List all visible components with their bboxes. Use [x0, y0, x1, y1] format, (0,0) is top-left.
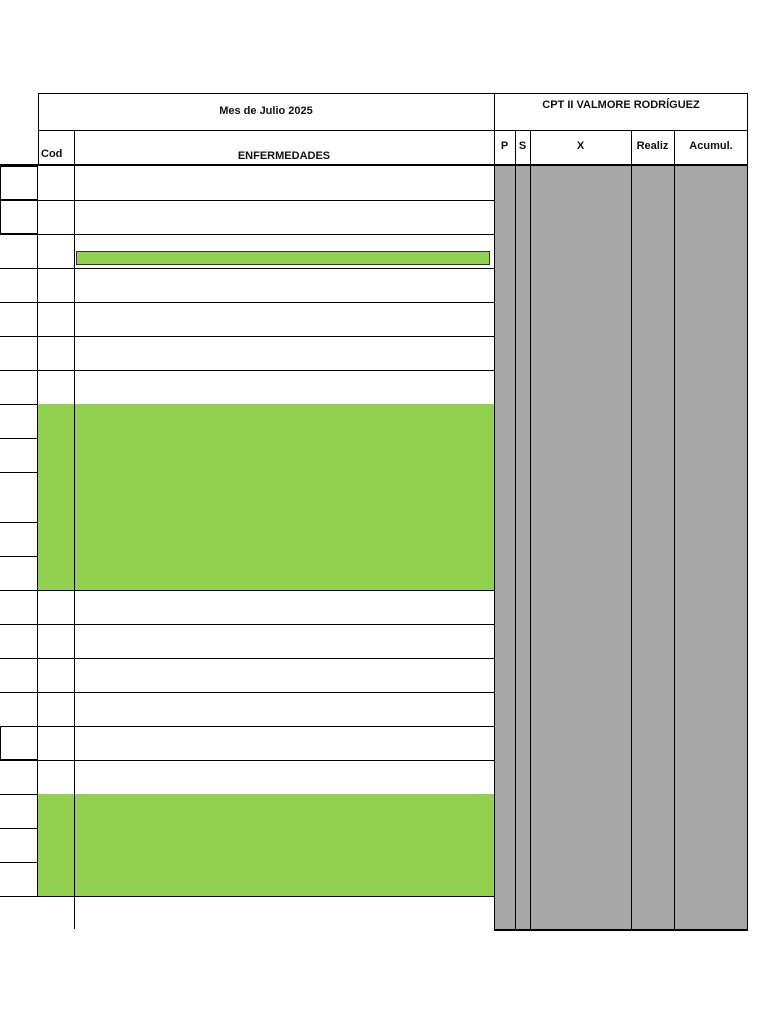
value-cell [515, 760, 530, 794]
value-cell [515, 200, 530, 234]
value-cell [515, 268, 530, 302]
value-cell [494, 590, 515, 624]
col-border [747, 472, 748, 522]
value-cell [631, 200, 674, 234]
col-border [37, 556, 38, 590]
value-cell [530, 200, 631, 234]
disease-code [38, 181, 70, 197]
disease-name [78, 707, 492, 723]
col-border [37, 472, 38, 522]
value-cell [674, 692, 748, 726]
value-cell [494, 794, 515, 828]
disease-name [78, 503, 492, 519]
col-acumul-header: Acumul. [689, 140, 733, 152]
col-border [74, 624, 75, 658]
p-value [497, 385, 513, 401]
col-border [747, 896, 748, 929]
value-cell [530, 692, 631, 726]
value-cell [494, 404, 515, 438]
value-cell [494, 658, 515, 692]
col-border [74, 438, 75, 472]
col-border [74, 166, 75, 200]
col-border [37, 692, 38, 726]
col-border [74, 556, 75, 590]
col-border [747, 726, 748, 760]
row-number [0, 571, 33, 587]
value-cell [631, 556, 674, 590]
value-cell [530, 268, 631, 302]
value-cell [631, 302, 674, 336]
disease-code [38, 503, 70, 519]
value-cell [494, 896, 515, 929]
col-border [74, 522, 75, 556]
disease-name [78, 351, 492, 367]
disease-name [78, 215, 492, 231]
value-cell [530, 336, 631, 370]
value-cell [674, 590, 748, 624]
col-border [74, 692, 75, 726]
value-cell [530, 726, 631, 760]
col-border [74, 794, 75, 828]
section-box [0, 200, 38, 234]
value-cell [631, 896, 674, 929]
value-cell [515, 370, 530, 404]
value-cell [530, 438, 631, 472]
value-cell [530, 896, 631, 929]
value-cell [530, 828, 631, 862]
disease-code [38, 283, 70, 299]
value-cell [494, 624, 515, 658]
col-border [747, 794, 748, 828]
value-cell [674, 404, 748, 438]
col-border [37, 522, 38, 556]
disease-name [78, 877, 492, 893]
value-cell [631, 268, 674, 302]
value-cell [494, 760, 515, 794]
disease-code [38, 453, 70, 469]
value-cell [494, 472, 515, 522]
col-border [37, 590, 38, 624]
disease-name [78, 181, 492, 197]
row-number [0, 453, 33, 469]
value-cell [631, 828, 674, 862]
value-cell [631, 794, 674, 828]
value-cell [674, 760, 748, 794]
disease-name [78, 571, 492, 587]
col-border [37, 794, 38, 828]
cod-header: Cod [41, 148, 63, 160]
row-number [0, 877, 33, 893]
disease-code [38, 317, 70, 333]
row-number [0, 419, 33, 435]
col-border [37, 404, 38, 438]
disease-name [78, 453, 492, 469]
col-border [74, 234, 75, 268]
value-cell [494, 234, 515, 268]
value-cell [631, 438, 674, 472]
value-cell [631, 234, 674, 268]
col-p-header: P [500, 140, 509, 152]
row-number [0, 775, 33, 791]
value-cell [631, 760, 674, 794]
col-border [747, 624, 748, 658]
value-cell [631, 522, 674, 556]
value-cell [530, 658, 631, 692]
col-border [74, 370, 75, 404]
col-border [74, 726, 75, 760]
value-cell [515, 658, 530, 692]
row-number [0, 707, 33, 723]
col-border [37, 760, 38, 794]
col-border [747, 200, 748, 234]
value-cell [674, 624, 748, 658]
value-cell [530, 472, 631, 522]
value-cell [530, 404, 631, 438]
col-border [74, 404, 75, 438]
col-border [37, 370, 38, 404]
col-border [37, 438, 38, 472]
value-cell [674, 896, 748, 929]
value-cell [530, 302, 631, 336]
disease-name [78, 775, 492, 791]
disease-name [78, 249, 492, 265]
col-border [37, 268, 38, 302]
disease-code [38, 910, 70, 926]
value-cell [631, 658, 674, 692]
row-number [0, 843, 33, 859]
col-border [747, 590, 748, 624]
value-cell [515, 828, 530, 862]
col-border [37, 336, 38, 370]
row-number [0, 537, 33, 553]
col-border [747, 302, 748, 336]
row-number [0, 910, 33, 926]
value-cell [530, 590, 631, 624]
value-cell [674, 268, 748, 302]
col-border [74, 472, 75, 522]
value-cell [674, 234, 748, 268]
col-border [74, 896, 75, 929]
row-number [0, 605, 33, 621]
value-cell [674, 862, 748, 896]
acumul-value [676, 317, 744, 333]
value-cell [530, 556, 631, 590]
disease-code [38, 351, 70, 367]
value-cell [515, 166, 530, 200]
value-cell [515, 234, 530, 268]
disease-code [38, 639, 70, 655]
row-number [0, 385, 33, 401]
value-cell [515, 590, 530, 624]
value-cell [515, 302, 530, 336]
value-cell [515, 556, 530, 590]
col-border [747, 522, 748, 556]
disease-name [78, 673, 492, 689]
col-border [74, 302, 75, 336]
disease-code [38, 809, 70, 825]
value-cell [530, 760, 631, 794]
disease-name [78, 843, 492, 859]
disease-name [78, 809, 492, 825]
disease-name [78, 605, 492, 621]
row-number [0, 503, 33, 519]
col-border [747, 556, 748, 590]
value-cell [674, 556, 748, 590]
col-realiz-header: Realiz [636, 140, 669, 152]
col-border [37, 302, 38, 336]
disease-name [78, 741, 492, 757]
value-cell [515, 692, 530, 726]
disease-name [78, 537, 492, 553]
disease-code [38, 605, 70, 621]
col-border [37, 166, 38, 200]
value-cell [631, 404, 674, 438]
value-cell [530, 624, 631, 658]
value-cell [515, 336, 530, 370]
row-border [494, 929, 748, 931]
value-cell [674, 726, 748, 760]
col-border [74, 200, 75, 234]
value-cell [674, 438, 748, 472]
value-cell [631, 166, 674, 200]
value-cell [515, 522, 530, 556]
value-cell [530, 166, 631, 200]
disease-code [38, 419, 70, 435]
col-border [747, 692, 748, 726]
value-cell [494, 336, 515, 370]
value-cell [515, 862, 530, 896]
col-s-header: S [518, 140, 527, 152]
col-border [37, 200, 38, 234]
row-number [0, 673, 33, 689]
row-number [0, 351, 33, 367]
col-border [74, 760, 75, 794]
value-cell [674, 472, 748, 522]
month-title: Mes de Julio 2025 [219, 105, 313, 117]
col-border [747, 862, 748, 896]
col-x-header: X [576, 140, 585, 152]
col-border [747, 438, 748, 472]
col-border [747, 268, 748, 302]
disease-name [78, 910, 492, 926]
value-cell [515, 438, 530, 472]
disease-code [38, 673, 70, 689]
col-border [74, 658, 75, 692]
col-border [747, 404, 748, 438]
row-number [0, 809, 33, 825]
value-cell [674, 828, 748, 862]
value-cell [631, 692, 674, 726]
col-border [37, 234, 38, 268]
col-border [74, 828, 75, 862]
row-number [0, 249, 33, 265]
value-cell [530, 522, 631, 556]
disease-code [38, 775, 70, 791]
value-cell [674, 200, 748, 234]
value-cell [494, 200, 515, 234]
value-cell [494, 828, 515, 862]
value-cell [494, 556, 515, 590]
disease-name [78, 419, 492, 435]
col-border [747, 166, 748, 200]
disease-code [38, 741, 70, 757]
value-cell [674, 336, 748, 370]
col-border [747, 828, 748, 862]
value-cell [515, 624, 530, 658]
col-border [747, 658, 748, 692]
disease-name [78, 385, 492, 401]
col-border [747, 234, 748, 268]
value-cell [494, 438, 515, 472]
disease-code [38, 537, 70, 553]
value-cell [494, 862, 515, 896]
value-cell [674, 522, 748, 556]
col-border [747, 370, 748, 404]
disease-name [78, 639, 492, 655]
value-cell [631, 862, 674, 896]
col-border [74, 336, 75, 370]
section-box [0, 166, 38, 200]
value-cell [674, 658, 748, 692]
value-cell [631, 336, 674, 370]
row-number [0, 317, 33, 333]
col-border [37, 658, 38, 692]
disease-header: ENFERMEDADES [237, 150, 331, 162]
disease-name [78, 283, 492, 299]
col-border [74, 590, 75, 624]
value-cell [515, 896, 530, 929]
col-border [747, 760, 748, 794]
value-cell [674, 794, 748, 828]
disease-code [38, 877, 70, 893]
col-border [74, 862, 75, 896]
value-cell [631, 590, 674, 624]
value-cell [515, 472, 530, 522]
value-cell [631, 472, 674, 522]
disease-code [38, 385, 70, 401]
p-value [497, 317, 513, 333]
value-cell [494, 522, 515, 556]
disease-name [78, 317, 492, 333]
value-cell [515, 404, 530, 438]
col-border [747, 336, 748, 370]
disease-code [38, 249, 70, 265]
value-cell [515, 726, 530, 760]
value-cell [515, 794, 530, 828]
value-cell [530, 234, 631, 268]
value-cell [530, 862, 631, 896]
facility-title: CPT II VALMORE RODRÍGUEZ [542, 99, 700, 111]
value-cell [494, 268, 515, 302]
col-border [74, 268, 75, 302]
disease-code [38, 215, 70, 231]
disease-code [38, 571, 70, 587]
value-cell [631, 726, 674, 760]
value-cell [631, 370, 674, 404]
value-cell [494, 726, 515, 760]
acumul-value [674, 385, 748, 401]
col-border [37, 726, 38, 760]
section-box [0, 726, 38, 760]
row-number [0, 639, 33, 655]
col-border [37, 828, 38, 862]
value-cell [674, 166, 748, 200]
value-cell [530, 794, 631, 828]
col-border [37, 862, 38, 896]
disease-code [38, 843, 70, 859]
value-cell [494, 692, 515, 726]
value-cell [494, 166, 515, 200]
row-number [0, 283, 33, 299]
value-cell [631, 624, 674, 658]
col-border [37, 624, 38, 658]
disease-code [38, 707, 70, 723]
value-cell [530, 370, 631, 404]
